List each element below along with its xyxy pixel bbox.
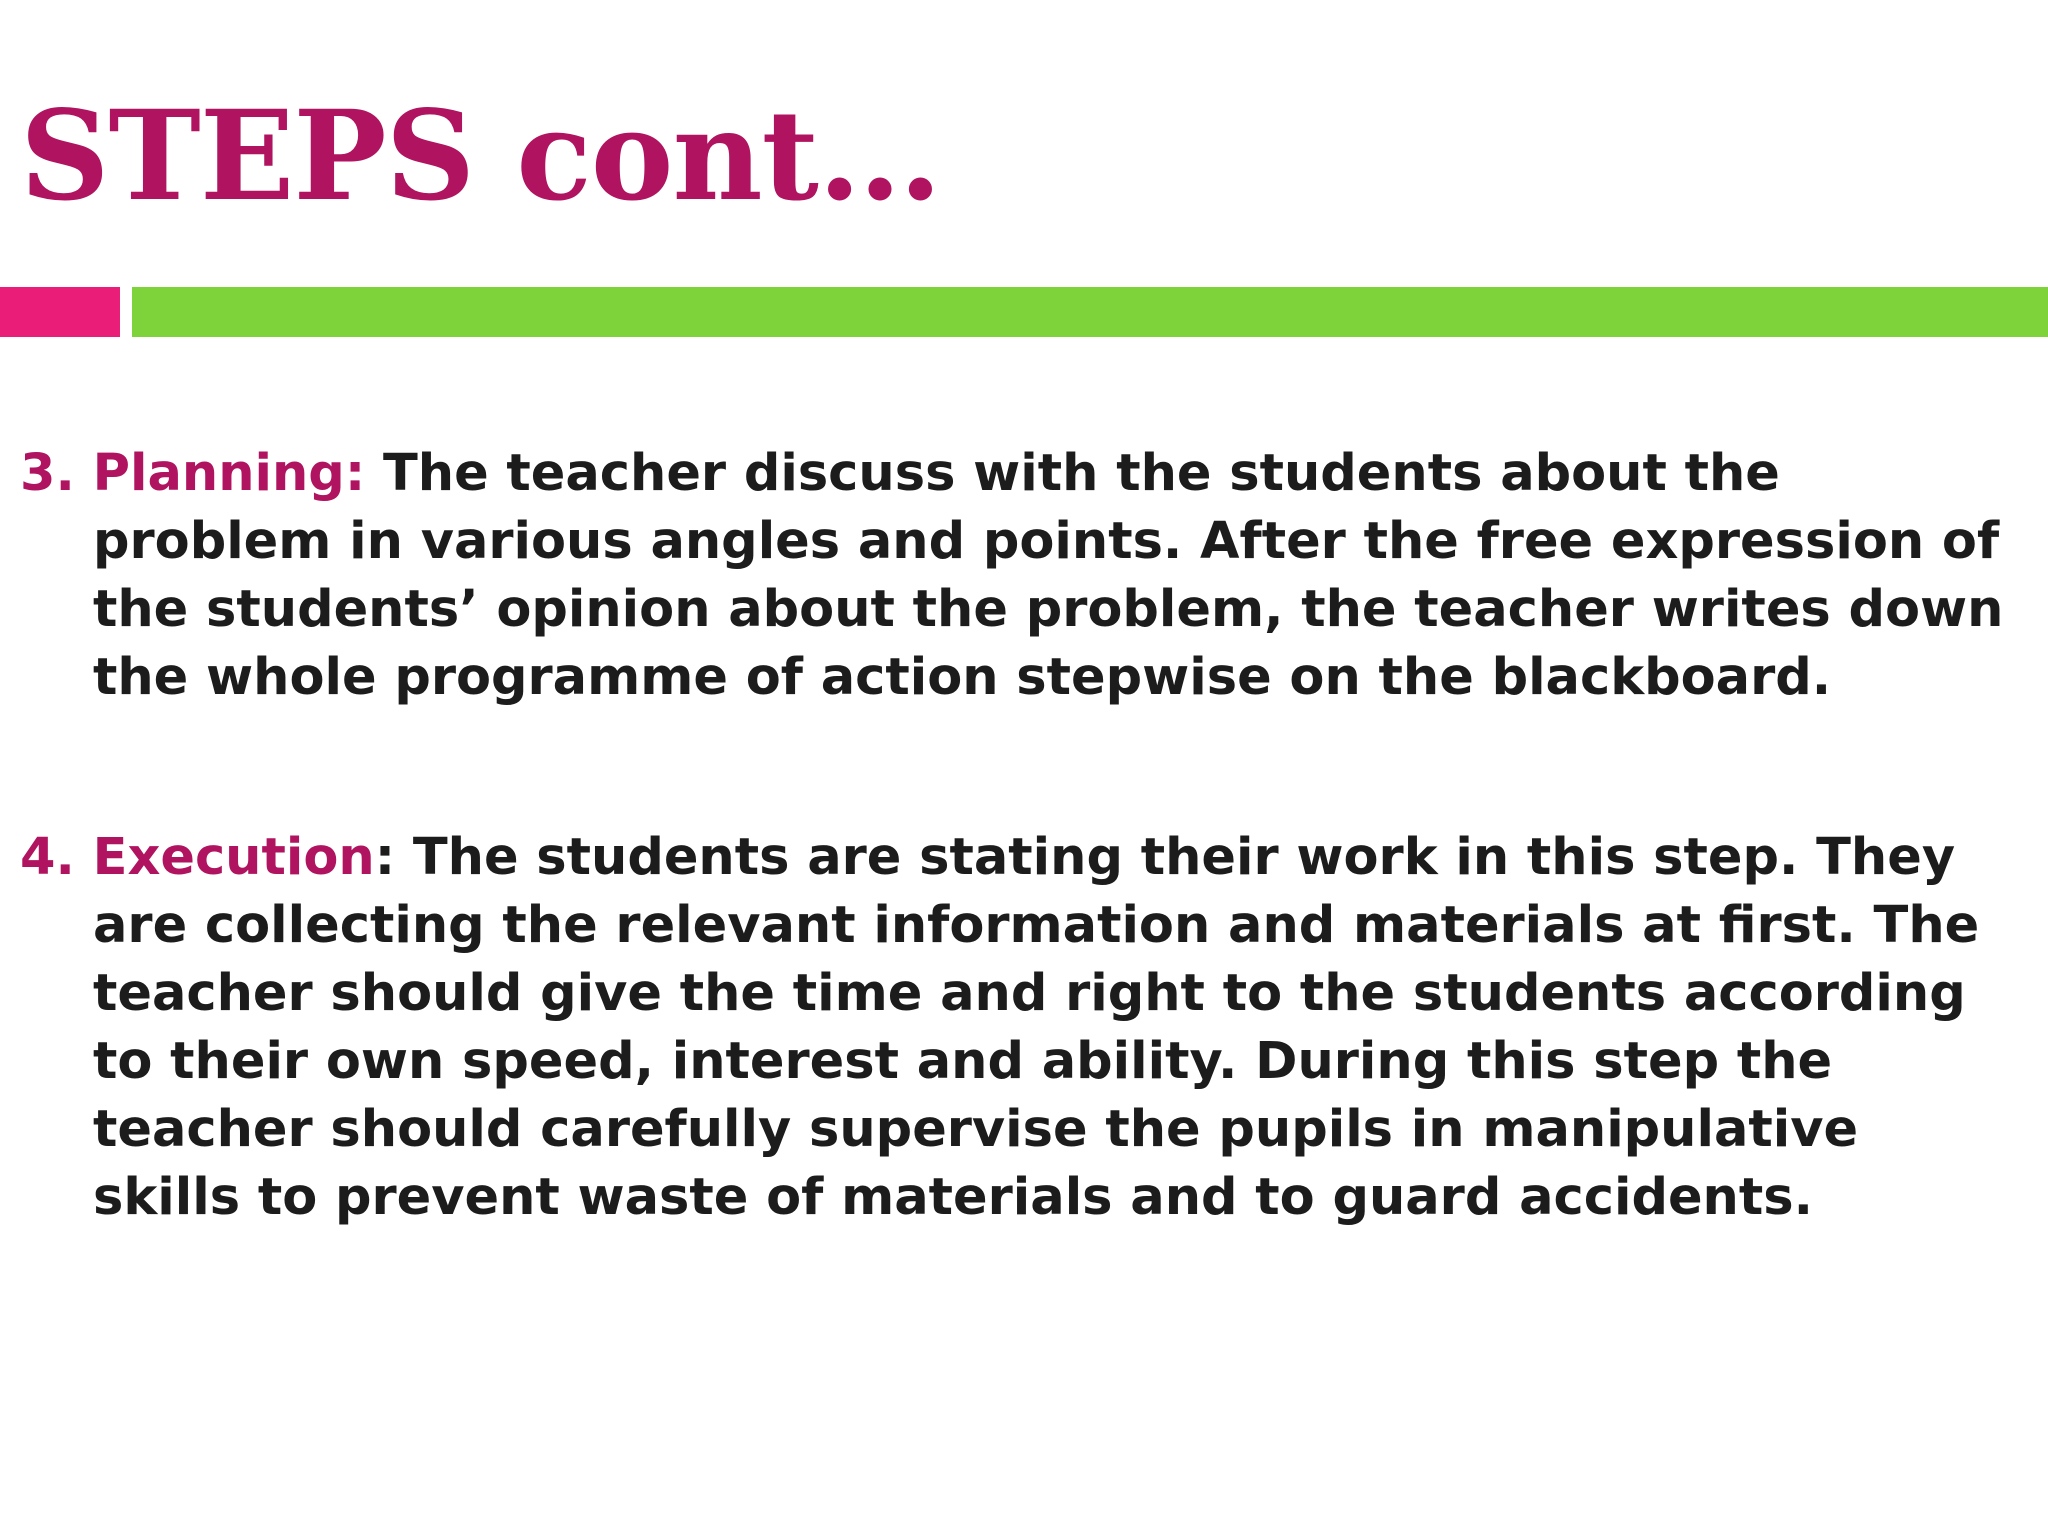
step-planning-term: 3. Planning (20, 444, 345, 503)
accent-bar-pink (0, 287, 120, 337)
step-execution-separator: : (374, 828, 396, 887)
step-execution-text: The students are stating their work in this step. They are collecting the relevant information and materials at first. The teacher should give the time and right to the students according to their own speed, interest and ability. During this step the teacher should carefully supervise the pupils in manipulative skills to prevent waste of materials and to guard accidents. (93, 828, 1980, 1227)
step-execution (20, 824, 2010, 1232)
step-planning-separator: : (344, 444, 366, 503)
slide-title: STEPS cont… (20, 84, 941, 229)
step-execution-term: 4. Execution (20, 828, 375, 887)
step-planning-text: The teacher discuss with the students about the problem in various angles and points. After the free expression of the students’ opinion about the problem, the teacher writes down the whole programme of action stepwise on the blackboard. (93, 444, 2004, 707)
step-planning (20, 440, 2010, 712)
accent-bar-green (132, 287, 2048, 337)
slide-body (20, 440, 2010, 1232)
